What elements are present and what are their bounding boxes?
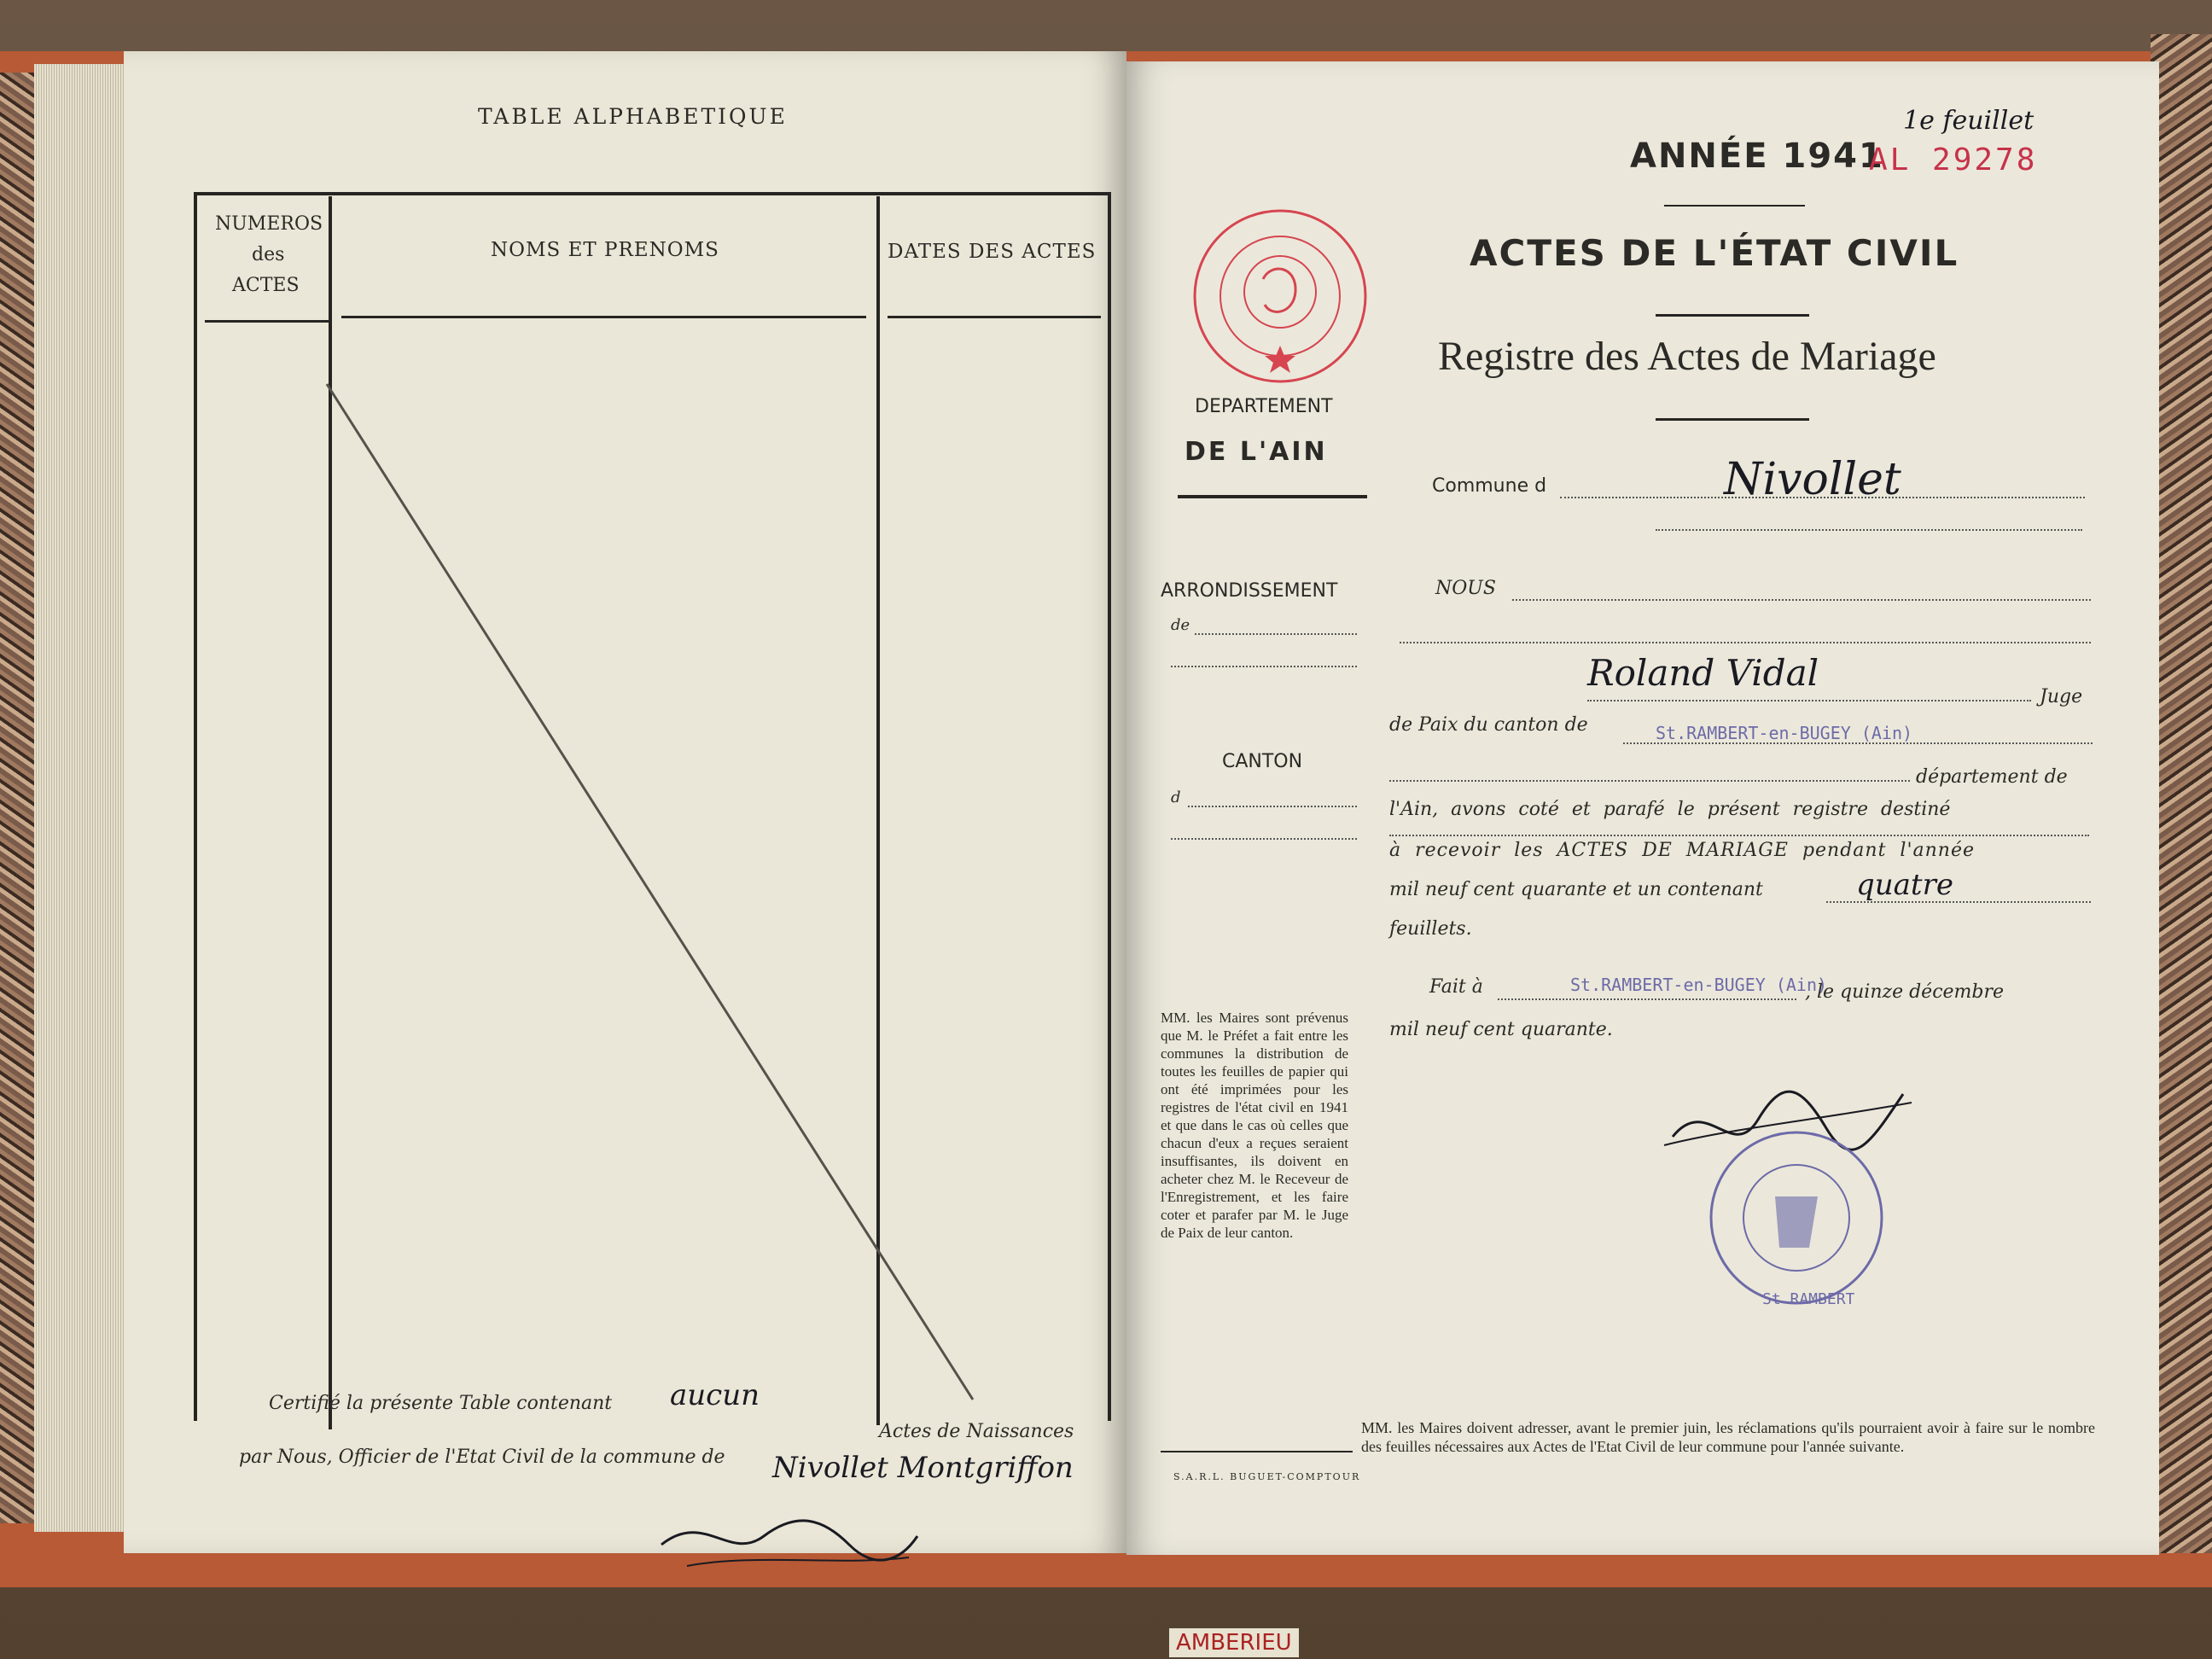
arrondissement-line bbox=[1195, 633, 1357, 635]
handwritten-aucun: aucun bbox=[670, 1378, 760, 1412]
canton-label: CANTON bbox=[1222, 751, 1303, 772]
body-line-ain: l'Ain, avons coté et parafé le présent registre destiné bbox=[1389, 799, 1951, 820]
handwritten-commune-name: Nivollet bbox=[1724, 454, 1901, 505]
right-page bbox=[1126, 61, 2159, 1555]
certification-line-2: par Nous, Officier de l'Etat Civil de la commune de bbox=[239, 1447, 725, 1468]
bottom-note: MM. les Maires doivent adresser, avant le premier juin, les réclamations qu'ils pourraient avoir à faire sur le nombre des feuilles nécessaires aux Actes de l'Etat Civil de leur commune pour l'année suivante. bbox=[1361, 1419, 2095, 1455]
col-header-numeros: NUMEROS bbox=[215, 213, 323, 235]
main-title-underline bbox=[1656, 314, 1809, 317]
left-page bbox=[124, 51, 1126, 1553]
le-quinze: , le quinze décembre bbox=[1805, 981, 2005, 1003]
canton-line-2 bbox=[1171, 838, 1357, 840]
body-line-mil: mil neuf cent quarante et un contenant bbox=[1389, 879, 1763, 900]
col-header-actes: ACTES bbox=[232, 275, 300, 296]
main-title: ACTES DE L'ÉTAT CIVIL bbox=[1470, 232, 1959, 274]
arrondissement-line-2 bbox=[1171, 666, 1357, 667]
commune-line-2 bbox=[1656, 529, 2082, 531]
register-subtitle: Registre des Actes de Mariage bbox=[1438, 334, 1936, 379]
arrondissement-label: ARRONDISSEMENT bbox=[1161, 580, 1338, 602]
body-line-recevoir: à recevoir les ACTES DE MARIAGE pendant l'année bbox=[1389, 840, 1975, 861]
departement-line-short bbox=[1389, 780, 1910, 782]
col-header-des: des bbox=[252, 244, 285, 265]
subtitle-underline bbox=[1656, 418, 1809, 421]
signature-left bbox=[653, 1485, 926, 1587]
fait-label: Fait à bbox=[1429, 976, 1483, 998]
annee-label: ANNÉE 1941 bbox=[1630, 137, 1884, 176]
nous-label: NOUS bbox=[1435, 578, 1496, 599]
departement-de-label: département de bbox=[1916, 766, 2068, 788]
page-edges bbox=[34, 64, 137, 1532]
handwritten-quatre: quatre bbox=[1856, 868, 1953, 902]
departement-name: DE L'AIN bbox=[1185, 437, 1328, 467]
fait-stamp: St.RAMBERT-en-BUGEY (Ain) bbox=[1570, 975, 1828, 995]
arrondissement-de: de bbox=[1171, 616, 1190, 634]
register-number-stamp: AL 29278 bbox=[1869, 143, 2038, 178]
certification-line-1: Certifié la présente Table contenant bbox=[269, 1393, 613, 1414]
annee-underline bbox=[1664, 205, 1805, 207]
juge-label: Juge bbox=[2040, 686, 2083, 707]
pencil-strike-line bbox=[124, 51, 1126, 1553]
handwritten-juge-name: Roland Vidal bbox=[1587, 652, 1819, 694]
handwritten-commune: Nivollet Montgriffon bbox=[772, 1451, 1074, 1485]
col-header-noms: NOMS ET PRENOMS bbox=[491, 239, 719, 261]
printer-rule bbox=[1161, 1451, 1353, 1452]
marbled-cover-right bbox=[2151, 34, 2212, 1553]
round-stamp-icon bbox=[1698, 1120, 1895, 1316]
ain-line bbox=[1389, 835, 2089, 836]
shelf-label: AMBERIEU bbox=[1169, 1628, 1299, 1657]
departement-label: DEPARTEMENT bbox=[1195, 396, 1333, 417]
canton-line bbox=[1188, 806, 1357, 807]
certification-actes: Actes de Naissances bbox=[879, 1421, 1074, 1442]
paix-label: de Paix du canton de bbox=[1389, 714, 1588, 736]
republic-seal bbox=[1186, 202, 1374, 390]
canton-d: d bbox=[1171, 789, 1181, 806]
mil-quarante: mil neuf cent quarante. bbox=[1389, 1019, 1613, 1040]
commune-label: Commune d bbox=[1432, 475, 1547, 497]
table-title: TABLE ALPHABETIQUE bbox=[478, 104, 788, 129]
nous-line bbox=[1512, 599, 2091, 601]
paix-line bbox=[1623, 742, 2093, 744]
juge-line bbox=[1587, 700, 2031, 701]
departement-rule bbox=[1178, 495, 1367, 498]
side-note: MM. les Maires sont prévenus que M. le Préfet a fait entre les communes la distribution de toutes les feuilles de papier qui ont été imprimées pour les registres de l'état civil en 1941 et que dans le cas où celles que chacun d'eux a reçues seraient insuffisantes, ils doivent en acheter chez M. le Receveur de l'Enregistrement, et les faire coter et parafer par M. le Juge de Paix de leur canton. bbox=[1161, 1010, 1348, 1241]
feuillets-label: feuillets. bbox=[1389, 918, 1472, 940]
handwritten-feuillet: 1e feuillet bbox=[1903, 106, 2034, 136]
printer-imprint: S.A.R.L. BUGUET-COMPTOUR bbox=[1173, 1471, 1361, 1482]
round-stamp-text: St RAMBERT bbox=[1762, 1290, 1855, 1308]
nous-line-2 bbox=[1400, 642, 2091, 643]
col-header-dates: DATES DES ACTES bbox=[888, 241, 1097, 263]
canton-stamp: St.RAMBERT-en-BUGEY (Ain) bbox=[1656, 723, 1913, 743]
fait-line bbox=[1498, 998, 1796, 1000]
